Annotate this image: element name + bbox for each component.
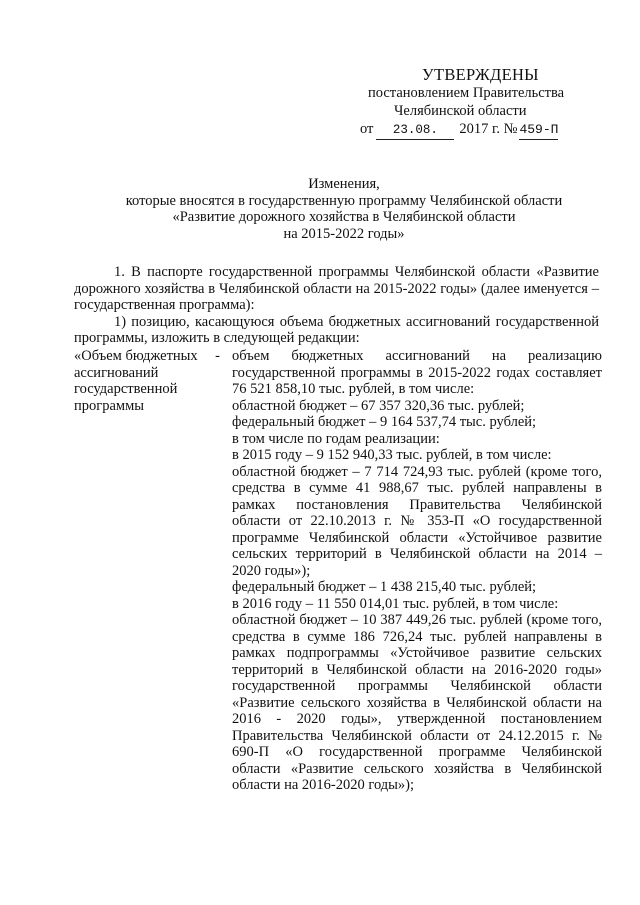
approval-line-2: Челябинской области: [394, 103, 527, 119]
title-line-3: «Развитие дорожного хозяйства в Челябинской области: [172, 209, 516, 225]
budget-paragraph: областной бюджет – 7 714 724,93 тыс. рублей (кроме того, средства в сумме 41 988,67 тыс. рублей направлены в рамках постановления Правительства Челябинской области от 22.10.2013 г. № 353-П «О государственной программе Челябинской области «Устойчивое развитие сельских территорий в Челябинской области на 2014 – 2020 годы»);: [232, 463, 602, 579]
approval-date: 23.08.: [376, 121, 454, 140]
budget-table-dash: -: [215, 348, 220, 364]
approval-number: 459-П: [519, 121, 558, 140]
budget-table-label: «Объем бюджетных ассигнований государственной программы: [74, 348, 198, 414]
approval-from-label: от: [360, 121, 374, 137]
approval-date-line: [360, 120, 610, 140]
budget-table: [74, 348, 604, 794]
budget-paragraph: областной бюджет – 67 357 320,36 тыс. рублей;: [232, 397, 525, 414]
section-1-paragraph: 1. В паспорте государственной программы Челябинской области «Развитие дорожного хозяйства в Челябинской области на 2015-2022 годы» (далее именуется – государственная программа):: [74, 264, 599, 313]
title-line-2: которые вносятся в государственную программу Челябинской области: [125, 192, 563, 209]
budget-table-label-cell: [74, 348, 224, 794]
section-1: [74, 264, 599, 347]
approval-block: [360, 66, 610, 140]
section-1-item-1: 1) позицию, касающуюся объема бюджетных ассигнований государственной программы, изложить в следующей редакции:: [74, 313, 599, 346]
budget-table-content-cell: [232, 348, 602, 794]
document-title: [70, 176, 618, 242]
title-line-1: Изменения,: [308, 176, 380, 192]
approval-heading: УТВЕРЖДЕНЫ: [422, 65, 539, 84]
approval-year: 2017 г. №: [459, 121, 518, 137]
budget-paragraph: в 2016 году – 11 550 014,01 тыс. рублей, в том числе:: [232, 595, 559, 612]
budget-paragraph: в 2015 году – 9 152 940,33 тыс. рублей, в том числе:: [232, 447, 552, 463]
budget-paragraph: объем бюджетных ассигнований на реализацию государственной программы в 2015-2022 годах составляет 76 521 858,10 тыс. рублей, в том числе:: [232, 348, 602, 397]
title-line-4: на 2015-2022 годы»: [283, 225, 405, 242]
budget-paragraph: федеральный бюджет – 9 164 537,74 тыс. рублей;: [232, 414, 537, 430]
budget-paragraph: в том числе по годам реализации:: [232, 430, 440, 447]
budget-paragraph: федеральный бюджет – 1 438 215,40 тыс. рублей;: [232, 579, 537, 595]
budget-paragraph: областной бюджет – 10 387 449,26 тыс. рублей (кроме того, средства в сумме 186 726,24 тыс. рублей направлены в рамках подпрограммы «Устойчивое развитие сельских территорий в Челябинской области на 2016-2020 годы» государственной программы Челябинской области «Развитие сельского хозяйства в Челябинской области на 2016 - 2020 годы», утвержденной постановлением Правительства Челябинской области от 24.12.2015 г. № 690-П «О государственной программе Челябинской области «Развитие сельского хозяйства в Челябинской области на 2016-2020 годы»);: [232, 612, 602, 793]
approval-line-1: постановлением Правительства: [368, 85, 565, 101]
